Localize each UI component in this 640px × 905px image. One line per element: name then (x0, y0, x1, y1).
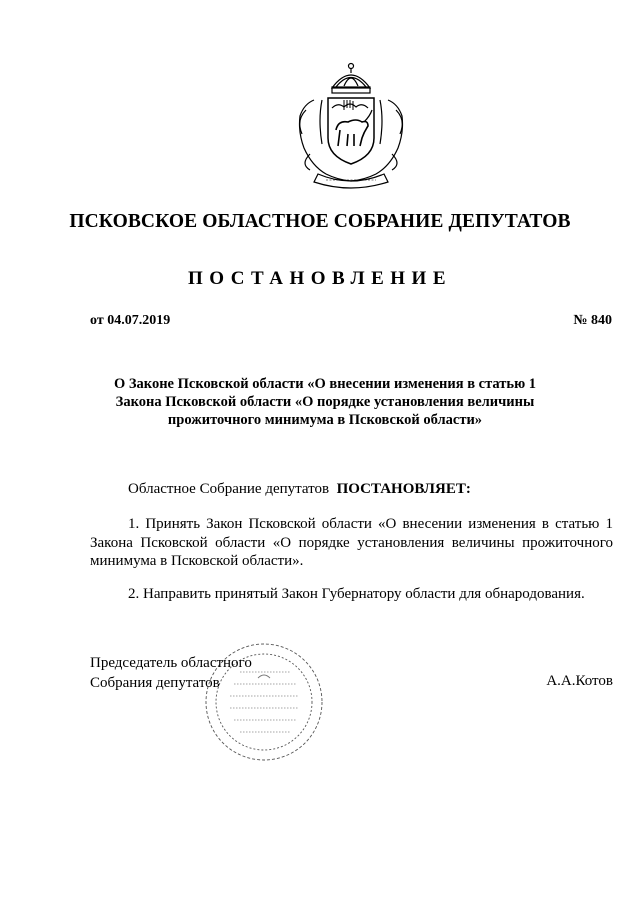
document-subject (80, 375, 570, 429)
signatory-name: А.А.Котов (546, 673, 613, 689)
subject-line: прожиточного минимума в Псковской области» (167, 412, 483, 428)
organization-title: ПСКОВСКОЕ ОБЛАСТНОЕ СОБРАНИЕ ДЕПУТАТОВ (69, 211, 571, 232)
item-1-line: 1. Принять Закон Псковской области «О внесении изменения в статью 1 (128, 516, 613, 532)
resolves-prefix: Областное Собрание депутатов (128, 481, 330, 497)
item-1-line: минимума в Псковской области». (90, 553, 304, 569)
signatory-title-line: Председатель областного (90, 655, 252, 671)
coat-of-arms-icon (292, 60, 410, 192)
resolution-item-2: 2. Направить принятый Закон Губернатору области для обнародования. (128, 586, 585, 602)
resolution-item-1 (90, 515, 613, 571)
item-1-line: Закона Псковской области «О порядке установления величины прожиточного (90, 534, 613, 551)
signatory-title (90, 653, 252, 693)
document-type-title: ПОСТАНОВЛЕНИЕ (187, 268, 453, 289)
signatory-title-line: Собрания депутатов (90, 675, 220, 691)
resolves-paragraph (128, 481, 471, 498)
subject-line: О Законе Псковской области «О внесении изменения в статью 1 (113, 376, 537, 392)
document-date: от 04.07.2019 (90, 313, 171, 328)
subject-line: Закона Псковской области «О порядке установления величины (115, 394, 535, 410)
resolves-keyword: ПОСТАНОВЛЯЕТ: (336, 481, 471, 497)
document-number: № 840 (573, 313, 612, 328)
